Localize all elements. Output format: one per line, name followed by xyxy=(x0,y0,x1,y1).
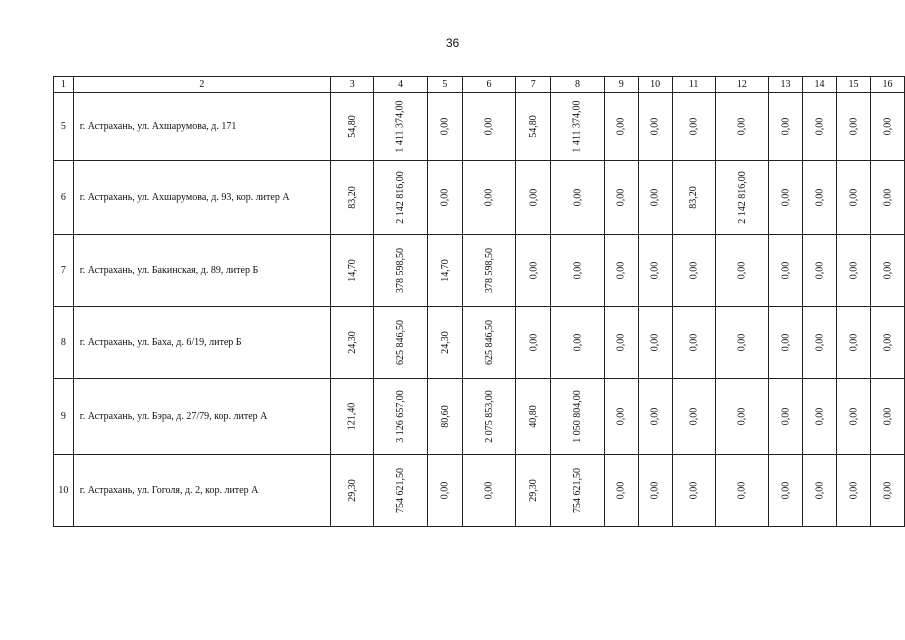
value-cell xyxy=(331,307,374,379)
value-cell xyxy=(516,455,551,527)
value-cell xyxy=(604,235,638,307)
value-text: 0,00 xyxy=(688,407,700,426)
value-cell xyxy=(672,307,715,379)
column-header: 11 xyxy=(672,77,715,93)
value-text: 0,00 xyxy=(881,188,893,207)
address-cell: г. Астрахань, ул. Баха, д. 6/19, литер Б xyxy=(73,307,330,379)
row-number: 6 xyxy=(54,161,74,235)
value-text: 0,00 xyxy=(881,333,893,352)
column-header: 6 xyxy=(462,77,516,93)
value-text: 0,00 xyxy=(736,481,748,500)
value-cell xyxy=(604,307,638,379)
row-number: 7 xyxy=(54,235,74,307)
value-cell xyxy=(836,455,870,527)
value-cell xyxy=(769,235,803,307)
value-text: 1 411 374,00 xyxy=(395,100,407,153)
column-header: 4 xyxy=(374,77,428,93)
value-text: 0,00 xyxy=(847,188,859,207)
value-cell xyxy=(638,455,672,527)
value-cell xyxy=(516,93,551,161)
value-cell xyxy=(551,307,605,379)
value-text: 0,00 xyxy=(814,188,825,207)
value-cell xyxy=(427,307,462,379)
value-text: 0,00 xyxy=(814,117,825,136)
table-row xyxy=(54,161,905,235)
value-cell xyxy=(374,235,428,307)
value-cell xyxy=(551,379,605,455)
value-text: 0,00 xyxy=(814,333,825,352)
value-cell xyxy=(427,161,462,235)
value-text: 625 846,50 xyxy=(483,320,495,365)
value-text: 54,80 xyxy=(346,115,358,138)
value-text: 0,00 xyxy=(615,188,627,207)
value-cell xyxy=(331,455,374,527)
column-header: 16 xyxy=(870,77,904,93)
value-cell xyxy=(427,93,462,161)
value-text: 0,00 xyxy=(439,117,451,136)
value-text: 0,00 xyxy=(527,188,539,207)
value-cell xyxy=(516,161,551,235)
value-cell xyxy=(551,93,605,161)
value-text: 40,80 xyxy=(527,405,539,428)
table-body xyxy=(54,77,905,527)
value-cell xyxy=(462,455,516,527)
header-row xyxy=(54,77,905,93)
value-cell xyxy=(672,455,715,527)
value-cell xyxy=(374,93,428,161)
value-cell xyxy=(803,455,837,527)
column-header: 8 xyxy=(551,77,605,93)
value-text: 2 075 853,00 xyxy=(483,390,495,443)
value-cell xyxy=(870,379,904,455)
column-header: 1 xyxy=(54,77,74,93)
value-cell xyxy=(462,161,516,235)
value-text: 0,00 xyxy=(615,481,627,500)
value-text: 0,00 xyxy=(881,481,893,500)
row-number: 8 xyxy=(54,307,74,379)
column-header: 5 xyxy=(427,77,462,93)
value-cell xyxy=(604,379,638,455)
value-cell xyxy=(462,307,516,379)
address-cell: г. Астрахань, ул. Ахшарумова, д. 93, кор. литер А xyxy=(73,161,330,235)
value-text: 2 142 816,00 xyxy=(736,171,748,224)
value-cell xyxy=(516,235,551,307)
value-text: 0,00 xyxy=(527,333,539,352)
table-row xyxy=(54,379,905,455)
value-cell xyxy=(672,235,715,307)
value-cell xyxy=(769,379,803,455)
value-text: 0,00 xyxy=(881,407,893,426)
value-text: 29,30 xyxy=(346,479,358,502)
table-row xyxy=(54,307,905,379)
value-text: 0,00 xyxy=(736,407,748,426)
table-row xyxy=(54,235,905,307)
value-text: 0,00 xyxy=(649,333,661,352)
value-text: 625 846,50 xyxy=(395,320,407,365)
value-text: 24,30 xyxy=(439,331,451,354)
value-text: 1 050 804,00 xyxy=(572,390,583,443)
value-text: 0,00 xyxy=(847,481,859,500)
value-cell xyxy=(715,235,769,307)
value-cell xyxy=(715,161,769,235)
value-cell xyxy=(638,161,672,235)
value-text: 0,00 xyxy=(649,481,661,500)
value-cell xyxy=(715,379,769,455)
value-text: 378 598,50 xyxy=(395,248,407,293)
value-text: 0,00 xyxy=(847,333,859,352)
value-text: 24,30 xyxy=(346,331,358,354)
value-text: 0,00 xyxy=(780,117,792,136)
row-number: 9 xyxy=(54,379,74,455)
value-text: 0,00 xyxy=(780,481,792,500)
value-cell xyxy=(870,93,904,161)
value-text: 0,00 xyxy=(572,261,583,280)
table-row xyxy=(54,455,905,527)
value-cell xyxy=(769,161,803,235)
value-cell xyxy=(427,379,462,455)
value-text: 80,60 xyxy=(439,405,451,428)
page-number: 36 xyxy=(445,36,460,50)
column-header: 9 xyxy=(604,77,638,93)
value-text: 0,00 xyxy=(615,261,627,280)
column-header: 2 xyxy=(73,77,330,93)
value-cell xyxy=(604,161,638,235)
value-text: 29,30 xyxy=(527,479,539,502)
value-text: 0,00 xyxy=(527,261,539,280)
value-cell xyxy=(462,235,516,307)
value-cell xyxy=(427,235,462,307)
value-text: 0,00 xyxy=(649,188,661,207)
value-text: 1 411 374,00 xyxy=(571,100,583,153)
value-text: 14,70 xyxy=(346,259,358,282)
value-cell xyxy=(803,307,837,379)
table-row xyxy=(54,93,905,161)
value-text: 0,00 xyxy=(814,261,825,280)
column-header: 12 xyxy=(715,77,769,93)
value-text: 0,00 xyxy=(615,407,627,426)
value-text: 0,00 xyxy=(572,333,583,352)
value-cell xyxy=(516,379,551,455)
value-text: 121,40 xyxy=(346,402,358,431)
value-text: 0,00 xyxy=(688,481,700,500)
value-cell xyxy=(331,379,374,455)
value-cell xyxy=(374,455,428,527)
value-text: 0,00 xyxy=(780,188,792,207)
value-text: 0,00 xyxy=(814,481,825,500)
value-cell xyxy=(551,161,605,235)
value-cell xyxy=(870,455,904,527)
value-text: 0,00 xyxy=(483,188,495,207)
value-text: 0,00 xyxy=(814,407,825,426)
row-number: 5 xyxy=(54,93,74,161)
column-header: 15 xyxy=(836,77,870,93)
value-cell xyxy=(638,93,672,161)
value-cell xyxy=(836,93,870,161)
value-cell xyxy=(604,93,638,161)
value-cell xyxy=(551,235,605,307)
value-text: 0,00 xyxy=(688,261,700,280)
value-text: 0,00 xyxy=(649,261,661,280)
address-cell: г. Астрахань, ул. Ахшарумова, д. 171 xyxy=(73,93,330,161)
value-cell xyxy=(769,455,803,527)
value-cell xyxy=(331,93,374,161)
value-text: 0,00 xyxy=(483,117,495,136)
address-cell: г. Астрахань, ул. Гоголя, д. 2, кор. литер А xyxy=(73,455,330,527)
value-cell xyxy=(638,379,672,455)
value-cell xyxy=(715,93,769,161)
value-cell xyxy=(803,235,837,307)
value-text: 0,00 xyxy=(572,188,583,207)
value-cell xyxy=(803,93,837,161)
value-cell xyxy=(427,455,462,527)
value-cell xyxy=(331,235,374,307)
value-cell xyxy=(551,455,605,527)
address-cell: г. Астрахань, ул. Бэра, д. 27/79, кор. литер А xyxy=(73,379,330,455)
value-cell xyxy=(803,379,837,455)
column-header: 7 xyxy=(516,77,551,93)
value-cell xyxy=(836,379,870,455)
value-cell xyxy=(836,307,870,379)
value-text: 0,00 xyxy=(439,481,451,500)
value-text: 754 621,50 xyxy=(395,468,407,513)
value-text: 0,00 xyxy=(688,117,700,136)
address-cell: г. Астрахань, ул. Бакинская, д. 89, литер Б xyxy=(73,235,330,307)
column-header: 14 xyxy=(803,77,837,93)
value-cell xyxy=(374,307,428,379)
value-text: 0,00 xyxy=(649,117,661,136)
value-text: 0,00 xyxy=(881,261,893,280)
value-cell xyxy=(803,161,837,235)
column-header: 10 xyxy=(638,77,672,93)
value-text: 83,20 xyxy=(688,186,700,209)
value-cell xyxy=(604,455,638,527)
value-text: 54,80 xyxy=(527,115,539,138)
value-text: 2 142 816,00 xyxy=(395,171,407,224)
value-text: 0,00 xyxy=(439,188,451,207)
value-text: 0,00 xyxy=(615,117,627,136)
value-text: 3 126 657,00 xyxy=(395,390,407,443)
column-header: 13 xyxy=(769,77,803,93)
value-text: 0,00 xyxy=(780,407,792,426)
value-text: 0,00 xyxy=(736,117,748,136)
value-cell xyxy=(870,235,904,307)
value-cell xyxy=(769,307,803,379)
value-cell xyxy=(836,161,870,235)
value-cell xyxy=(672,161,715,235)
value-text: 0,00 xyxy=(847,407,859,426)
value-text: 0,00 xyxy=(847,261,859,280)
data-table xyxy=(53,76,905,527)
value-cell xyxy=(672,379,715,455)
value-cell xyxy=(462,93,516,161)
value-text: 0,00 xyxy=(780,261,792,280)
value-text: 14,70 xyxy=(439,259,451,282)
value-cell xyxy=(672,93,715,161)
value-cell xyxy=(374,161,428,235)
value-text: 378 598,50 xyxy=(483,248,495,293)
value-cell xyxy=(715,307,769,379)
value-text: 0,00 xyxy=(483,481,495,500)
value-cell xyxy=(715,455,769,527)
value-cell xyxy=(516,307,551,379)
value-cell xyxy=(331,161,374,235)
value-text: 0,00 xyxy=(736,333,748,352)
value-text: 0,00 xyxy=(688,333,700,352)
value-cell xyxy=(374,379,428,455)
value-text: 754 621,50 xyxy=(572,468,583,513)
value-cell xyxy=(769,93,803,161)
row-number: 10 xyxy=(54,455,74,527)
value-cell xyxy=(870,307,904,379)
value-text: 0,00 xyxy=(780,333,792,352)
value-text: 0,00 xyxy=(649,407,661,426)
value-text: 0,00 xyxy=(736,261,748,280)
value-text: 0,00 xyxy=(615,333,627,352)
value-text: 0,00 xyxy=(881,117,893,136)
value-cell xyxy=(638,235,672,307)
value-cell xyxy=(836,235,870,307)
value-text: 83,20 xyxy=(346,186,358,209)
value-cell xyxy=(870,161,904,235)
value-cell xyxy=(638,307,672,379)
column-header: 3 xyxy=(331,77,374,93)
value-text: 0,00 xyxy=(847,117,859,136)
value-cell xyxy=(462,379,516,455)
